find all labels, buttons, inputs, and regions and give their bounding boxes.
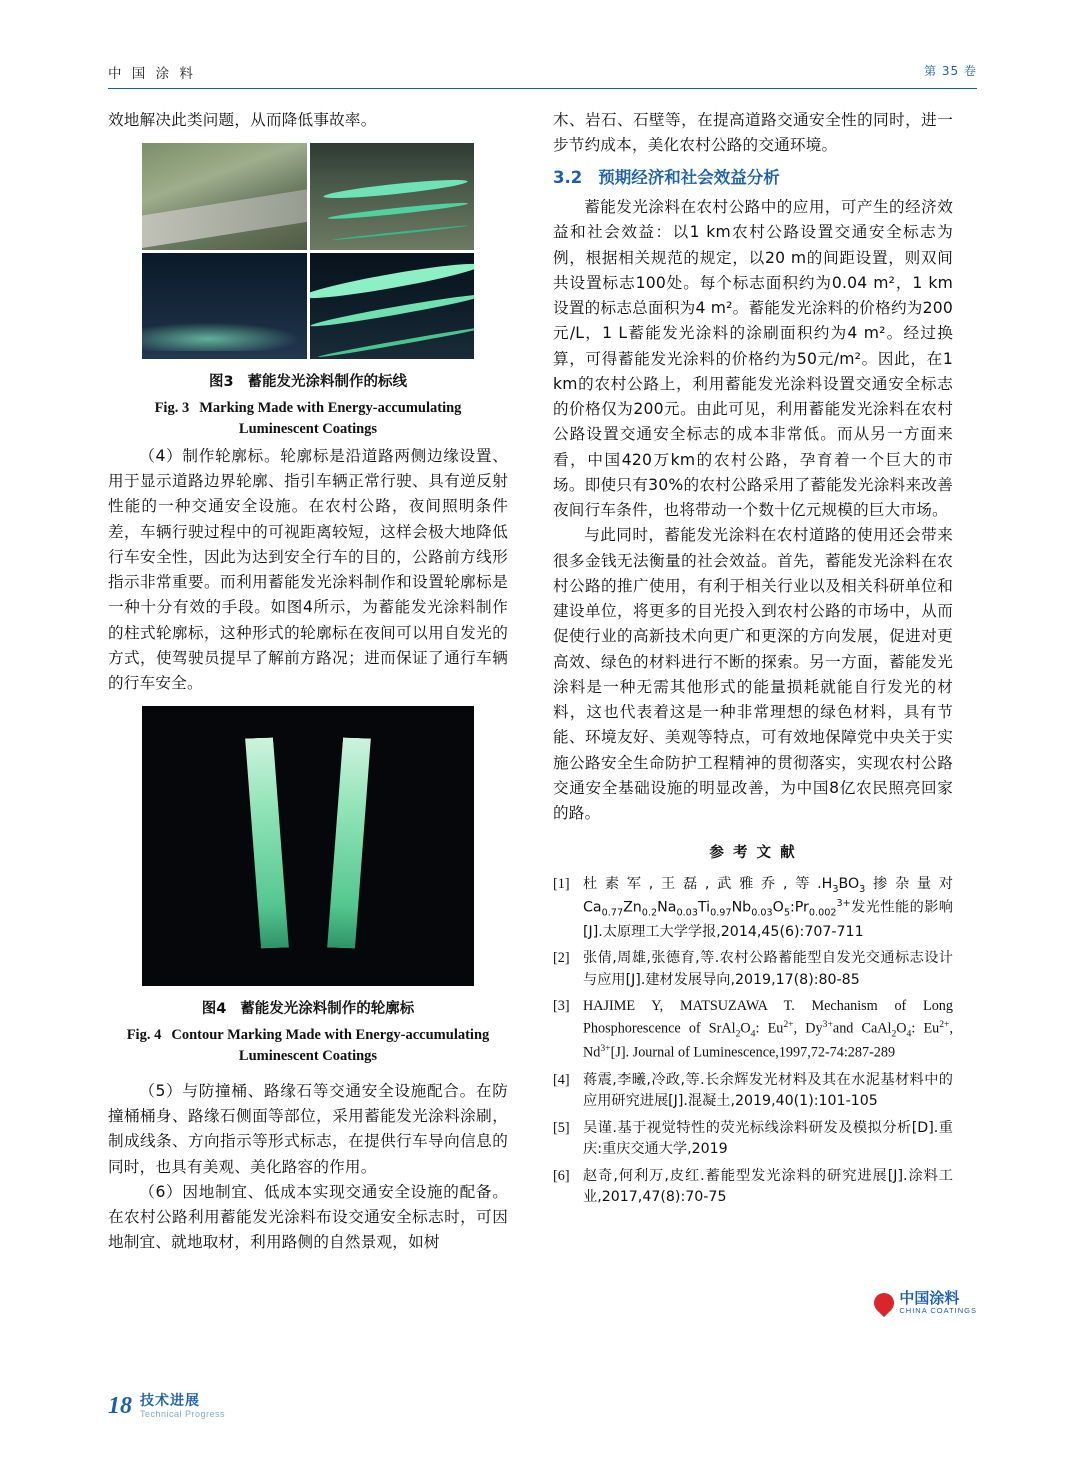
reference-number: [2] [553,950,570,967]
paragraph-benefit-analysis: 蓄能发光涂料在农村公路中的应用，可产生的经济效益和社会效益：以1 km农村公路设置交通安全标志为例，根据相关规范的规定，以20 m的间距设置，则双间共设置标志100处。每个标志面积约为0.04 m²，1 km设置的标志总面积为4 m²。蓄能发光涂料的价格约为200元/L，1 L蓄能发光涂料的涂刷面积约为4 m²。经过换算，可得蓄能发光涂料的价格约为50元/m²。因此，在1 km的农村公路上，利用蓄能发光涂料设置交通安全标志的价格仅为200元。由此可见，利用蓄能发光涂料在农村公路设置交通安全标志的成本非常低。而从另一方面来看，中国420万km的农村公路，孕育着一个巨大的市场。即使只有30%的农村公路采用了蓄能发光涂料来改善夜间行车条件，也将带动一个数十亿元规模的巨大市场。 [553,198,953,520]
figure-4-title-en-line2: Luminescent Coatings [238,1047,378,1064]
footer-label-en: Technical Progress [140,1409,226,1420]
reference-text: HAJIME Y, MATSUZAWA T. Mechanism of Long Phosphorescence of $SrAl_2O_4$: $Eu^{2+}$, $Dy^{3+}and$ $CaAl_2O_4$: $Eu^{2+}$, $Nd^{3+}[J]$. Journal of Luminescence,1997,72-74:287-289 [583,998,954,1061]
figure-3-number-cn: 图3 [208,374,234,391]
contour-post-right [321,738,377,949]
logo-text [899,1290,977,1316]
figure-3-title-en-line2: Luminescent Coatings [238,420,378,437]
reference-item [553,948,953,991]
photo-daytime-road [142,143,307,250]
figure-4-image [142,706,474,986]
reference-text: 蒋震,李曦,冷政,等.长余辉发光材料及其在水泥基材料中的应用研究进展[J].混凝土,2019,40(1):101-105 [583,1071,953,1110]
figure-4-number-en: Fig. 4 [126,1026,162,1043]
contour-post-left [239,738,295,949]
logo-text-cn: 中国涂料 [899,1289,960,1307]
paragraph-social-benefit: 与此同时，蓄能发光涂料在农村道路的使用还会带来很多金钱无法衡量的社会效益。首先，蓄能发光涂料在农村公路的推广使用，有利于相关行业以及相关科研单位和建设单位，将更多的目光投入到农村公路的市场中，从而促使行业的高新技术向更广和更深的方向发展，促进对更高效、绿色的材料进行不断的探索。另一方面，蓄能发光涂料是一种无需其他形式的能量损耗就能自行发光的材料，这也代表着这是一种非常理想的绿色材料，具有节能、环境友好、美观等特点，可有效地保障党中央关于实施公路安全生命防护工程精神的贯彻落实，实现农村公路交通安全基础设施的明显改善，为中国8亿农民照亮回家的路。 [553,526,953,823]
figure-4 [108,706,508,1067]
figure-4-title-cn: 蓄能发光涂料制作的轮廓标 [240,1001,415,1018]
section-number: 3.2 [553,167,583,187]
footer-section-label [140,1393,225,1419]
reference-item [553,1118,953,1161]
figure-3-title-cn: 蓄能发光涂料制作的标线 [247,374,408,391]
reference-number: [3] [553,998,570,1015]
reference-text: 吴谨.基于视觉特性的荧光标线涂料研发及模拟分析[D].重庆:重庆交通大学,2019 [583,1119,953,1158]
reference-text: 张倩,周雄,张德育,等.农村公路蓄能型自发光交通标志设计与应用[J].建材发展导向,2019,17(8):80-85 [583,950,953,988]
journal-logo [874,1290,977,1316]
reference-number: [4] [553,1071,570,1088]
reference-item [553,996,953,1064]
references-heading: 参 考 文 献 [709,845,797,862]
footer-label-cn: 技术进展 [140,1393,200,1410]
reference-text: 杜素军,王磊,武雅乔,等$.H_3BO_3$掺杂量对$Ca_{0.77}Zn_{0.2}Na_{0.03}Ti_{0.97}Nb_{0.03}O_5:Pr_{0.002}^{3+}$发光性能的影响[J].太原理工大学学报,2014,45(6):707-711 [583,875,953,940]
photo-night-path [142,253,307,360]
reference-number: [1] [553,875,570,892]
photo-night-marking [310,253,475,360]
figure-4-caption-cn [108,998,508,1021]
reference-item [553,1166,953,1209]
right-column [553,108,953,1214]
figure-4-number-cn: 图4 [201,1001,227,1018]
reference-number: [6] [553,1167,570,1184]
page-number: 18 [108,1393,132,1419]
figure-4-title-en-line1: Contour Marking Made with Energy-accumulating [171,1026,490,1043]
journal-name: 中 国 涂 料 [108,66,196,82]
figure-3-caption-en [108,398,508,440]
page-header [108,62,977,89]
paragraph-item-5: （5）与防撞桶、路缘石等交通安全设施配合。在防撞桶桶身、路缘石侧面等部位，采用蓄能发光涂料涂刷，制成线条、方向指示等形式标志，在提供行车导向信息的同时，也具有美观、美化路容的作用。 [108,1081,508,1176]
figure-3-image [142,143,474,359]
figure-4-caption-en [108,1025,508,1067]
paragraph-continued-right: 木、岩石、石壁等，在提高道路交通安全性的同时，进一步节约成本，美化农村公路的交通环境。 [553,111,953,155]
paragraph-item-6: （6）因地制宜、低成本实现交通安全设施的配备。在农村公路利用蓄能发光涂料布设交通安全标志时，可因地制宜、就地取材，利用路侧的自然景观，如树 [108,1182,508,1252]
page-footer [108,1393,225,1420]
logo-text-en: CHINA COATINGS [899,1306,977,1316]
figure-3-caption-cn [108,371,508,394]
reference-item [553,1070,953,1113]
figure-3 [108,143,508,440]
reference-list [553,874,953,1209]
left-column [108,108,508,1256]
section-title: 预期经济和社会效益分析 [598,167,780,187]
reference-item [553,874,953,943]
photo-glow-road-dusk [310,143,475,250]
paragraph-continued: 效地解决此类问题，从而降低事故率。 [108,111,377,129]
figure-3-title-en-line1: Marking Made with Energy-accumulating [199,399,462,416]
volume-label: 第 35 卷 [924,64,977,78]
reference-text: 赵奇,何利万,皮红.蓄能型发光涂料的研究进展[J].涂料工业,2017,47(8):70-75 [583,1167,953,1206]
paragraph-item-4: （4）制作轮廓标。轮廓标是沿道路两侧边缘设置、用于显示道路边界轮廓、指引车辆正常行驶、具有逆反射性能的一种交通安全设施。在农村公路，夜间照明条件差，车辆行驶过程中的可视距离较短，这样会极大地降低行车安全性，因此为达到安全行车的目的，公路前方线形指示非常重要。而利用蓄能发光涂料制作和设置轮廓标是一种十分有效的手段。如图4所示，为蓄能发光涂料制作的柱式轮廓标，这种形式的轮廓标在夜间可以用自发光的方式，使驾驶员提早了解前方路况；进而保证了通行车辆的行车安全。 [108,446,508,693]
section-heading-3-2 [553,165,953,192]
reference-number: [5] [553,1119,570,1136]
figure-3-number-en: Fig. 3 [154,399,190,416]
flame-icon [870,1289,898,1317]
